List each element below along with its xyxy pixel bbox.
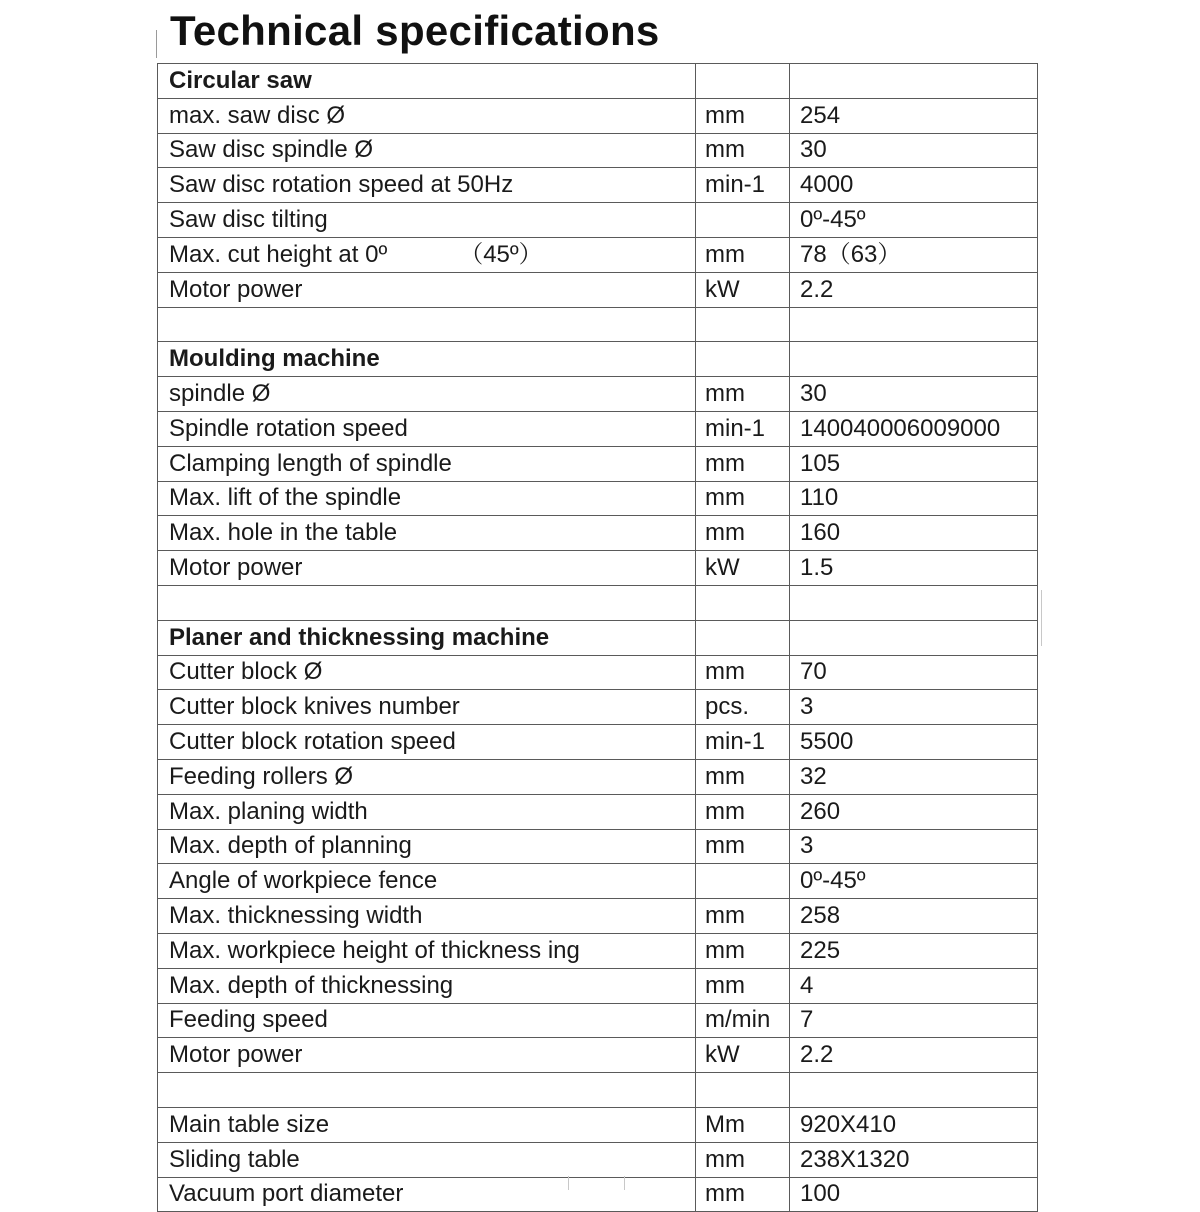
table-row <box>158 237 1038 272</box>
spec-label: Max. depth of planning <box>158 829 696 864</box>
table-row <box>158 516 1038 551</box>
spacer-row <box>158 1073 1038 1108</box>
spec-label: Main table size <box>158 1107 696 1142</box>
empty-cell <box>790 1073 1038 1108</box>
spec-value: 5500 <box>790 725 1038 760</box>
empty-cell <box>696 64 790 99</box>
margin-guide <box>624 1176 625 1190</box>
table-row <box>158 133 1038 168</box>
spec-unit: Mm <box>696 1107 790 1142</box>
table-row <box>158 446 1038 481</box>
empty-cell <box>158 585 696 620</box>
spec-value: 2.2 <box>790 272 1038 307</box>
spec-table <box>157 63 1038 1212</box>
section-heading: Circular saw <box>158 64 696 99</box>
spec-value: 30 <box>790 377 1038 412</box>
spec-unit: mm <box>696 481 790 516</box>
spec-value: 0º-45º <box>790 203 1038 238</box>
spec-label: Feeding rollers Ø <box>158 759 696 794</box>
table-row <box>158 899 1038 934</box>
table-row <box>158 481 1038 516</box>
spec-label: Motor power <box>158 1038 696 1073</box>
spec-value: 110 <box>790 481 1038 516</box>
spec-value: 105 <box>790 446 1038 481</box>
spec-label: Max. planing width <box>158 794 696 829</box>
section-header-row <box>158 620 1038 655</box>
empty-cell <box>158 1073 696 1108</box>
spec-label: Motor power <box>158 551 696 586</box>
spec-unit <box>696 203 790 238</box>
spec-value: 254 <box>790 98 1038 133</box>
spec-label: Sliding table <box>158 1142 696 1177</box>
empty-cell <box>790 307 1038 342</box>
spec-value: 258 <box>790 899 1038 934</box>
spec-label: Max. thicknessing width <box>158 899 696 934</box>
empty-cell <box>696 585 790 620</box>
table-row <box>158 377 1038 412</box>
empty-cell <box>696 342 790 377</box>
spec-label: Cutter block knives number <box>158 690 696 725</box>
spec-label: Max. lift of the spindle <box>158 481 696 516</box>
spec-label: Vacuum port diameter <box>158 1177 696 1212</box>
spec-unit: kW <box>696 272 790 307</box>
empty-cell <box>790 64 1038 99</box>
margin-guide <box>568 1176 569 1190</box>
table-row <box>158 168 1038 203</box>
spec-value: 0º-45º <box>790 864 1038 899</box>
table-row <box>158 98 1038 133</box>
spec-value: 70 <box>790 655 1038 690</box>
spec-unit: mm <box>696 655 790 690</box>
empty-cell <box>790 585 1038 620</box>
spec-label: max. saw disc Ø <box>158 98 696 133</box>
spec-unit: mm <box>696 516 790 551</box>
spec-value: 225 <box>790 933 1038 968</box>
spec-unit: mm <box>696 899 790 934</box>
spec-label: Max. cut height at 0º （45º） <box>158 237 696 272</box>
section-header-row <box>158 342 1038 377</box>
spec-label: Saw disc tilting <box>158 203 696 238</box>
spec-label: Angle of workpiece fence <box>158 864 696 899</box>
spec-value: 1.5 <box>790 551 1038 586</box>
table-row <box>158 203 1038 238</box>
spec-value: 4 <box>790 968 1038 1003</box>
spec-label: Saw disc rotation speed at 50Hz <box>158 168 696 203</box>
spec-unit: mm <box>696 237 790 272</box>
spec-unit: min-1 <box>696 168 790 203</box>
spec-value: 4000 <box>790 168 1038 203</box>
empty-cell <box>696 307 790 342</box>
spec-unit: mm <box>696 829 790 864</box>
spec-unit: pcs. <box>696 690 790 725</box>
spec-value: 3 <box>790 829 1038 864</box>
spec-unit: mm <box>696 1142 790 1177</box>
table-row <box>158 933 1038 968</box>
spec-unit: mm <box>696 377 790 412</box>
section-heading: Planer and thicknessing machine <box>158 620 696 655</box>
spec-label: Spindle rotation speed <box>158 411 696 446</box>
spec-unit: mm <box>696 759 790 794</box>
page-title: Technical specifications <box>170 7 660 54</box>
table-row <box>158 725 1038 760</box>
spec-value: 30 <box>790 133 1038 168</box>
spec-unit: mm <box>696 133 790 168</box>
spec-unit: m/min <box>696 1003 790 1038</box>
spacer-row <box>158 585 1038 620</box>
table-row <box>158 759 1038 794</box>
table-row <box>158 1003 1038 1038</box>
table-row <box>158 655 1038 690</box>
empty-cell <box>696 620 790 655</box>
spec-value: 920X410 <box>790 1107 1038 1142</box>
margin-guide <box>156 30 157 58</box>
spec-value: 238X1320 <box>790 1142 1038 1177</box>
spec-label: Cutter block rotation speed <box>158 725 696 760</box>
empty-cell <box>158 307 696 342</box>
table-row <box>158 829 1038 864</box>
table-row <box>158 690 1038 725</box>
spec-label: Max. workpiece height of thickness ing <box>158 933 696 968</box>
section-heading: Moulding machine <box>158 342 696 377</box>
spec-value: 260 <box>790 794 1038 829</box>
table-row <box>158 551 1038 586</box>
margin-guide <box>1041 590 1042 646</box>
table-row <box>158 794 1038 829</box>
spec-unit: mm <box>696 933 790 968</box>
spec-unit <box>696 864 790 899</box>
spec-value: 2.2 <box>790 1038 1038 1073</box>
spec-value: 160 <box>790 516 1038 551</box>
spec-unit: min-1 <box>696 725 790 760</box>
spec-unit: mm <box>696 98 790 133</box>
spec-label: Cutter block Ø <box>158 655 696 690</box>
empty-cell <box>790 620 1038 655</box>
spec-value: 100 <box>790 1177 1038 1212</box>
spec-value: 140040006009000 <box>790 411 1038 446</box>
spec-label: Motor power <box>158 272 696 307</box>
spacer-row <box>158 307 1038 342</box>
table-row <box>158 272 1038 307</box>
section-header-row <box>158 64 1038 99</box>
spec-table-body <box>158 64 1038 1212</box>
table-row <box>158 1038 1038 1073</box>
table-row <box>158 1177 1038 1212</box>
spec-value: 78（63） <box>790 237 1038 272</box>
spec-unit: mm <box>696 1177 790 1212</box>
empty-cell <box>696 1073 790 1108</box>
spec-value: 32 <box>790 759 1038 794</box>
spec-unit: mm <box>696 968 790 1003</box>
table-row <box>158 1107 1038 1142</box>
table-row <box>158 864 1038 899</box>
table-row <box>158 411 1038 446</box>
spec-label: Max. depth of thicknessing <box>158 968 696 1003</box>
table-row <box>158 1142 1038 1177</box>
spec-label: Feeding speed <box>158 1003 696 1038</box>
empty-cell <box>790 342 1038 377</box>
spec-unit: mm <box>696 446 790 481</box>
spec-unit: kW <box>696 551 790 586</box>
spec-unit: kW <box>696 1038 790 1073</box>
spec-label: Clamping length of spindle <box>158 446 696 481</box>
spec-unit: mm <box>696 794 790 829</box>
spec-unit: min-1 <box>696 411 790 446</box>
spec-value: 3 <box>790 690 1038 725</box>
spec-value: 7 <box>790 1003 1038 1038</box>
spec-label: Max. hole in the table <box>158 516 696 551</box>
spec-label: spindle Ø <box>158 377 696 412</box>
spec-label: Saw disc spindle Ø <box>158 133 696 168</box>
table-row <box>158 968 1038 1003</box>
